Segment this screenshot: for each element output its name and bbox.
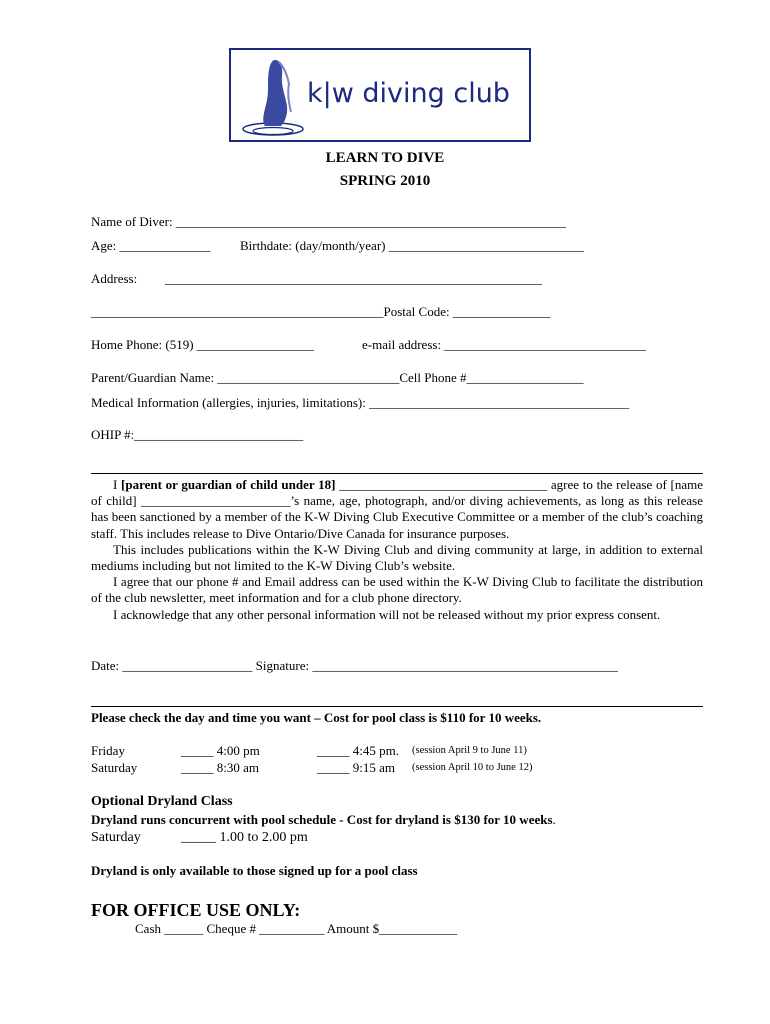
- pool-session: (session April 10 to June 12): [412, 762, 533, 773]
- form-title: LEARN TO DIVE: [325, 150, 445, 166]
- diver-figure-icon: [235, 54, 307, 140]
- dryland-heading: Optional Dryland Class: [91, 794, 233, 809]
- office-heading: FOR OFFICE USE ONLY:: [91, 900, 301, 920]
- release-paragraph: I acknowledge that any other personal information will not be released without my prior express consent.: [113, 606, 661, 622]
- office-payment-line: Cash ______ Cheque # __________ Amount $____________: [135, 921, 458, 936]
- address-field[interactable]: __________________________________________________________: [165, 271, 542, 286]
- section-divider: [91, 706, 703, 707]
- club-logo: [229, 48, 531, 142]
- pool-time-option[interactable]: _____ 8:30 am: [181, 760, 259, 775]
- pool-day: Friday: [91, 743, 125, 758]
- release-paragraph: I [parent or guardian of child under 18] ________________________________ agree to the release of [name of child] _______________________’s name, age, photograph, and/or diving achievements, as long as this release has been sanctioned by a member of the K-W Diving Club Executive Committee or a member of the club’s coaching staff. This includes release to Dive Ontario/Dive Canada for insurance purposes.: [91, 477, 703, 541]
- form-subtitle: SPRING 2010: [339, 173, 431, 189]
- release-paragraph: I agree that our phone # and Email address can be used within the K-W Diving Club to facilitate the distribution of the club newsletter, meet information and for a club phone directory.: [91, 574, 703, 606]
- pool-day: Saturday: [91, 760, 138, 775]
- ohip-field[interactable]: OHIP #:__________________________: [91, 427, 304, 442]
- pool-heading: Please check the day and time you want – Cost for pool class is $110 for 10 weeks.: [91, 710, 542, 725]
- logo-text: k|w diving club: [307, 78, 510, 109]
- pool-session: (session April 9 to June 11): [412, 745, 527, 756]
- release-paragraph: This includes publications within the K-W Diving Club and diving community at large, in addition to external mediums including but not limited to the K-W Diving Club’s website.: [91, 541, 703, 574]
- pool-time-option[interactable]: _____ 4:00 pm: [181, 743, 260, 758]
- home-phone-field[interactable]: Home Phone: (519) __________________: [91, 337, 314, 352]
- dryland-cost: Dryland runs concurrent with pool schedule - Cost for dryland is $130 for 10 weeks.: [91, 812, 556, 827]
- pool-time-option[interactable]: _____ 9:15 am: [317, 760, 395, 775]
- dryland-time-option[interactable]: _____ 1.00 to 2.00 pm: [181, 830, 308, 845]
- birthdate-field[interactable]: Birthdate: (day/month/year) ______________________________: [240, 238, 584, 253]
- section-divider: [91, 473, 703, 474]
- release-text: [91, 477, 703, 623]
- email-field[interactable]: e-mail address: _______________________________: [362, 337, 646, 352]
- dryland-note: Dryland is only available to those signed up for a pool class: [91, 863, 418, 878]
- parent-guardian-field[interactable]: Parent/Guardian Name: ____________________________Cell Phone #__________________: [91, 370, 584, 385]
- pool-time-option[interactable]: _____ 4:45 pm.: [317, 743, 399, 758]
- medical-info-field[interactable]: Medical Information (allergies, injuries, limitations): ________________________________________: [91, 395, 630, 410]
- age-field[interactable]: Age: ______________: [91, 238, 211, 253]
- diver-name-field[interactable]: Name of Diver: ____________________________________________________________: [91, 214, 566, 229]
- postal-code-field[interactable]: _____________________________________________Postal Code: _______________: [91, 304, 551, 319]
- date-signature-field[interactable]: Date: ____________________ Signature: _______________________________________________: [91, 658, 618, 673]
- dryland-day: Saturday: [91, 830, 141, 845]
- address-label: Address:: [91, 271, 138, 286]
